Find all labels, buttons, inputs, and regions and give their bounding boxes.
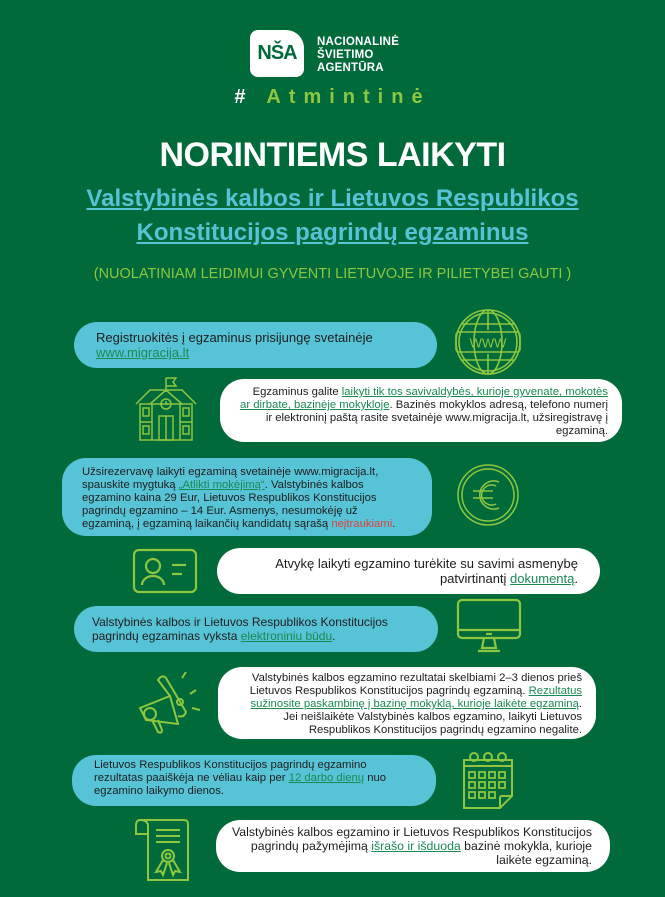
electronic-link[interactable]: elektroniniu būdu: [240, 629, 333, 643]
org-name-line: AGENTŪRA: [317, 62, 384, 74]
subtitle-line: Konstitucijos pagrindų egzaminus: [136, 219, 529, 246]
school-building-icon: [130, 376, 202, 442]
step-text: nuo egzamino laikymo dienos.: [94, 772, 387, 797]
step-5-card: [74, 606, 438, 652]
step-text: Atvykę laikyti egzamino turėkite su savimi asmenybę patvirtinantį: [275, 556, 578, 586]
step-text: Valstybinės kalbos ir Lietuvos Respublikos Konstitucijos pagrindų egzaminas vyksta: [92, 615, 388, 643]
certificate-icon: [134, 818, 190, 882]
euro-coin-icon: [455, 462, 521, 528]
step-3-card: [62, 458, 432, 536]
step-text: .: [332, 629, 336, 643]
step-8-card: [216, 820, 610, 872]
make-payment-link[interactable]: „Atlikti mokėjimą“: [178, 479, 265, 491]
migracija-link[interactable]: www.migracija.lt: [96, 345, 190, 360]
hashtag-word: Atmintinė: [266, 86, 431, 108]
www-label: WWW: [469, 335, 507, 351]
step-text: Užsirezervavę laikyti egzaminą svetainėje www.migracija.lt, spauskite mygtuką: [82, 466, 379, 491]
step-6-card: [218, 667, 596, 739]
step-7-card: [72, 755, 436, 806]
local-school-link[interactable]: laikyti tik tos savivaldybės, kurioje gyvenate, mokotės ar dirbate, bazinėje mokykloje: [240, 386, 608, 411]
logo-mark: NŠA: [257, 42, 297, 64]
org-name-line: NACIONALINĖ: [317, 36, 400, 48]
step-text: . Bazinės mokyklos adresą, telefono numerį ir elektroninį paštą rasite svetainėje www.migracija.lt, užsiregistravę į egzaminą.: [265, 399, 608, 437]
step-text: . Jei neišlaikėte Valstybinės kalbos egzamino, laikyti Lietuvos Respublikos Konstitucijos pagrindų egzamino negalite.: [283, 698, 582, 736]
org-name-line: ŠVIETIMO: [317, 49, 374, 61]
step-text: Valstybinės kalbos egzamino rezultatai skelbiami 2–3 dienos prieš Lietuvos Respublikos Konstitucijos pagrindų egzaminą.: [249, 672, 582, 697]
globe-www-icon: [452, 306, 524, 378]
computer-monitor-icon: [456, 598, 522, 654]
not-included-warning: neįtraukiami: [331, 518, 393, 530]
issues-certificate-link[interactable]: išrašo ir išduoda: [371, 839, 461, 853]
megaphone-icon: [136, 672, 208, 734]
step-2-card: [220, 379, 622, 442]
subtitle-line: Valstybinės kalbos ir Lietuvos Respublikos: [86, 185, 579, 212]
step-text: Registruokitės į egzaminus prisijungę svetainėje: [96, 330, 373, 345]
page-subtitle: [0, 182, 665, 250]
hashtag: [0, 86, 665, 109]
step-text: Egzaminus galite: [252, 386, 342, 398]
page-title: NORINTIEMS LAIKYTI: [159, 136, 506, 174]
id-card-icon: [132, 548, 198, 594]
step-text: . Valstybinės kalbos egzamino kaina 29 Eur, Lietuvos Respublikos Konstitucijos pagrindų egzamino – 14 Eur. Asmenys, nesumokėję už egzaminą, į egzaminą laikančių kandidatų sąrašą: [82, 479, 377, 530]
purpose-note: (NUOLATINIAM LEIDIMUI GYVENTI LIETUVOJE IR PILIETYBEI GAUTI ): [93, 266, 572, 282]
step-text: Valstybinės kalbos egzamino ir Lietuvos Respublikos Konstitucijos pagrindų pažymėjimą: [232, 825, 592, 853]
results-link[interactable]: Rezultatus sužinosite paskambinę į bazinę mokyklą, kurioje laikėte egzaminą: [250, 685, 582, 710]
hash-symbol: #: [234, 86, 254, 108]
step-text: .: [392, 518, 396, 530]
nsa-logo: [250, 30, 304, 77]
step-text: .: [574, 571, 578, 586]
step-1-card: [74, 322, 437, 368]
step-4-card: [217, 548, 600, 594]
step-text: Lietuvos Respublikos Konstitucijos pagrindų egzamino rezultatas paaiškėja ne vėliau kaip per: [94, 759, 367, 784]
org-name: [317, 36, 399, 75]
working-days-link[interactable]: 12 darbo dienų: [288, 772, 365, 784]
document-link[interactable]: dokumentą: [510, 571, 575, 586]
calendar-icon: [460, 750, 516, 810]
step-text: bazinė mokykla, kurioje laikėte egzaminą.: [460, 839, 592, 867]
